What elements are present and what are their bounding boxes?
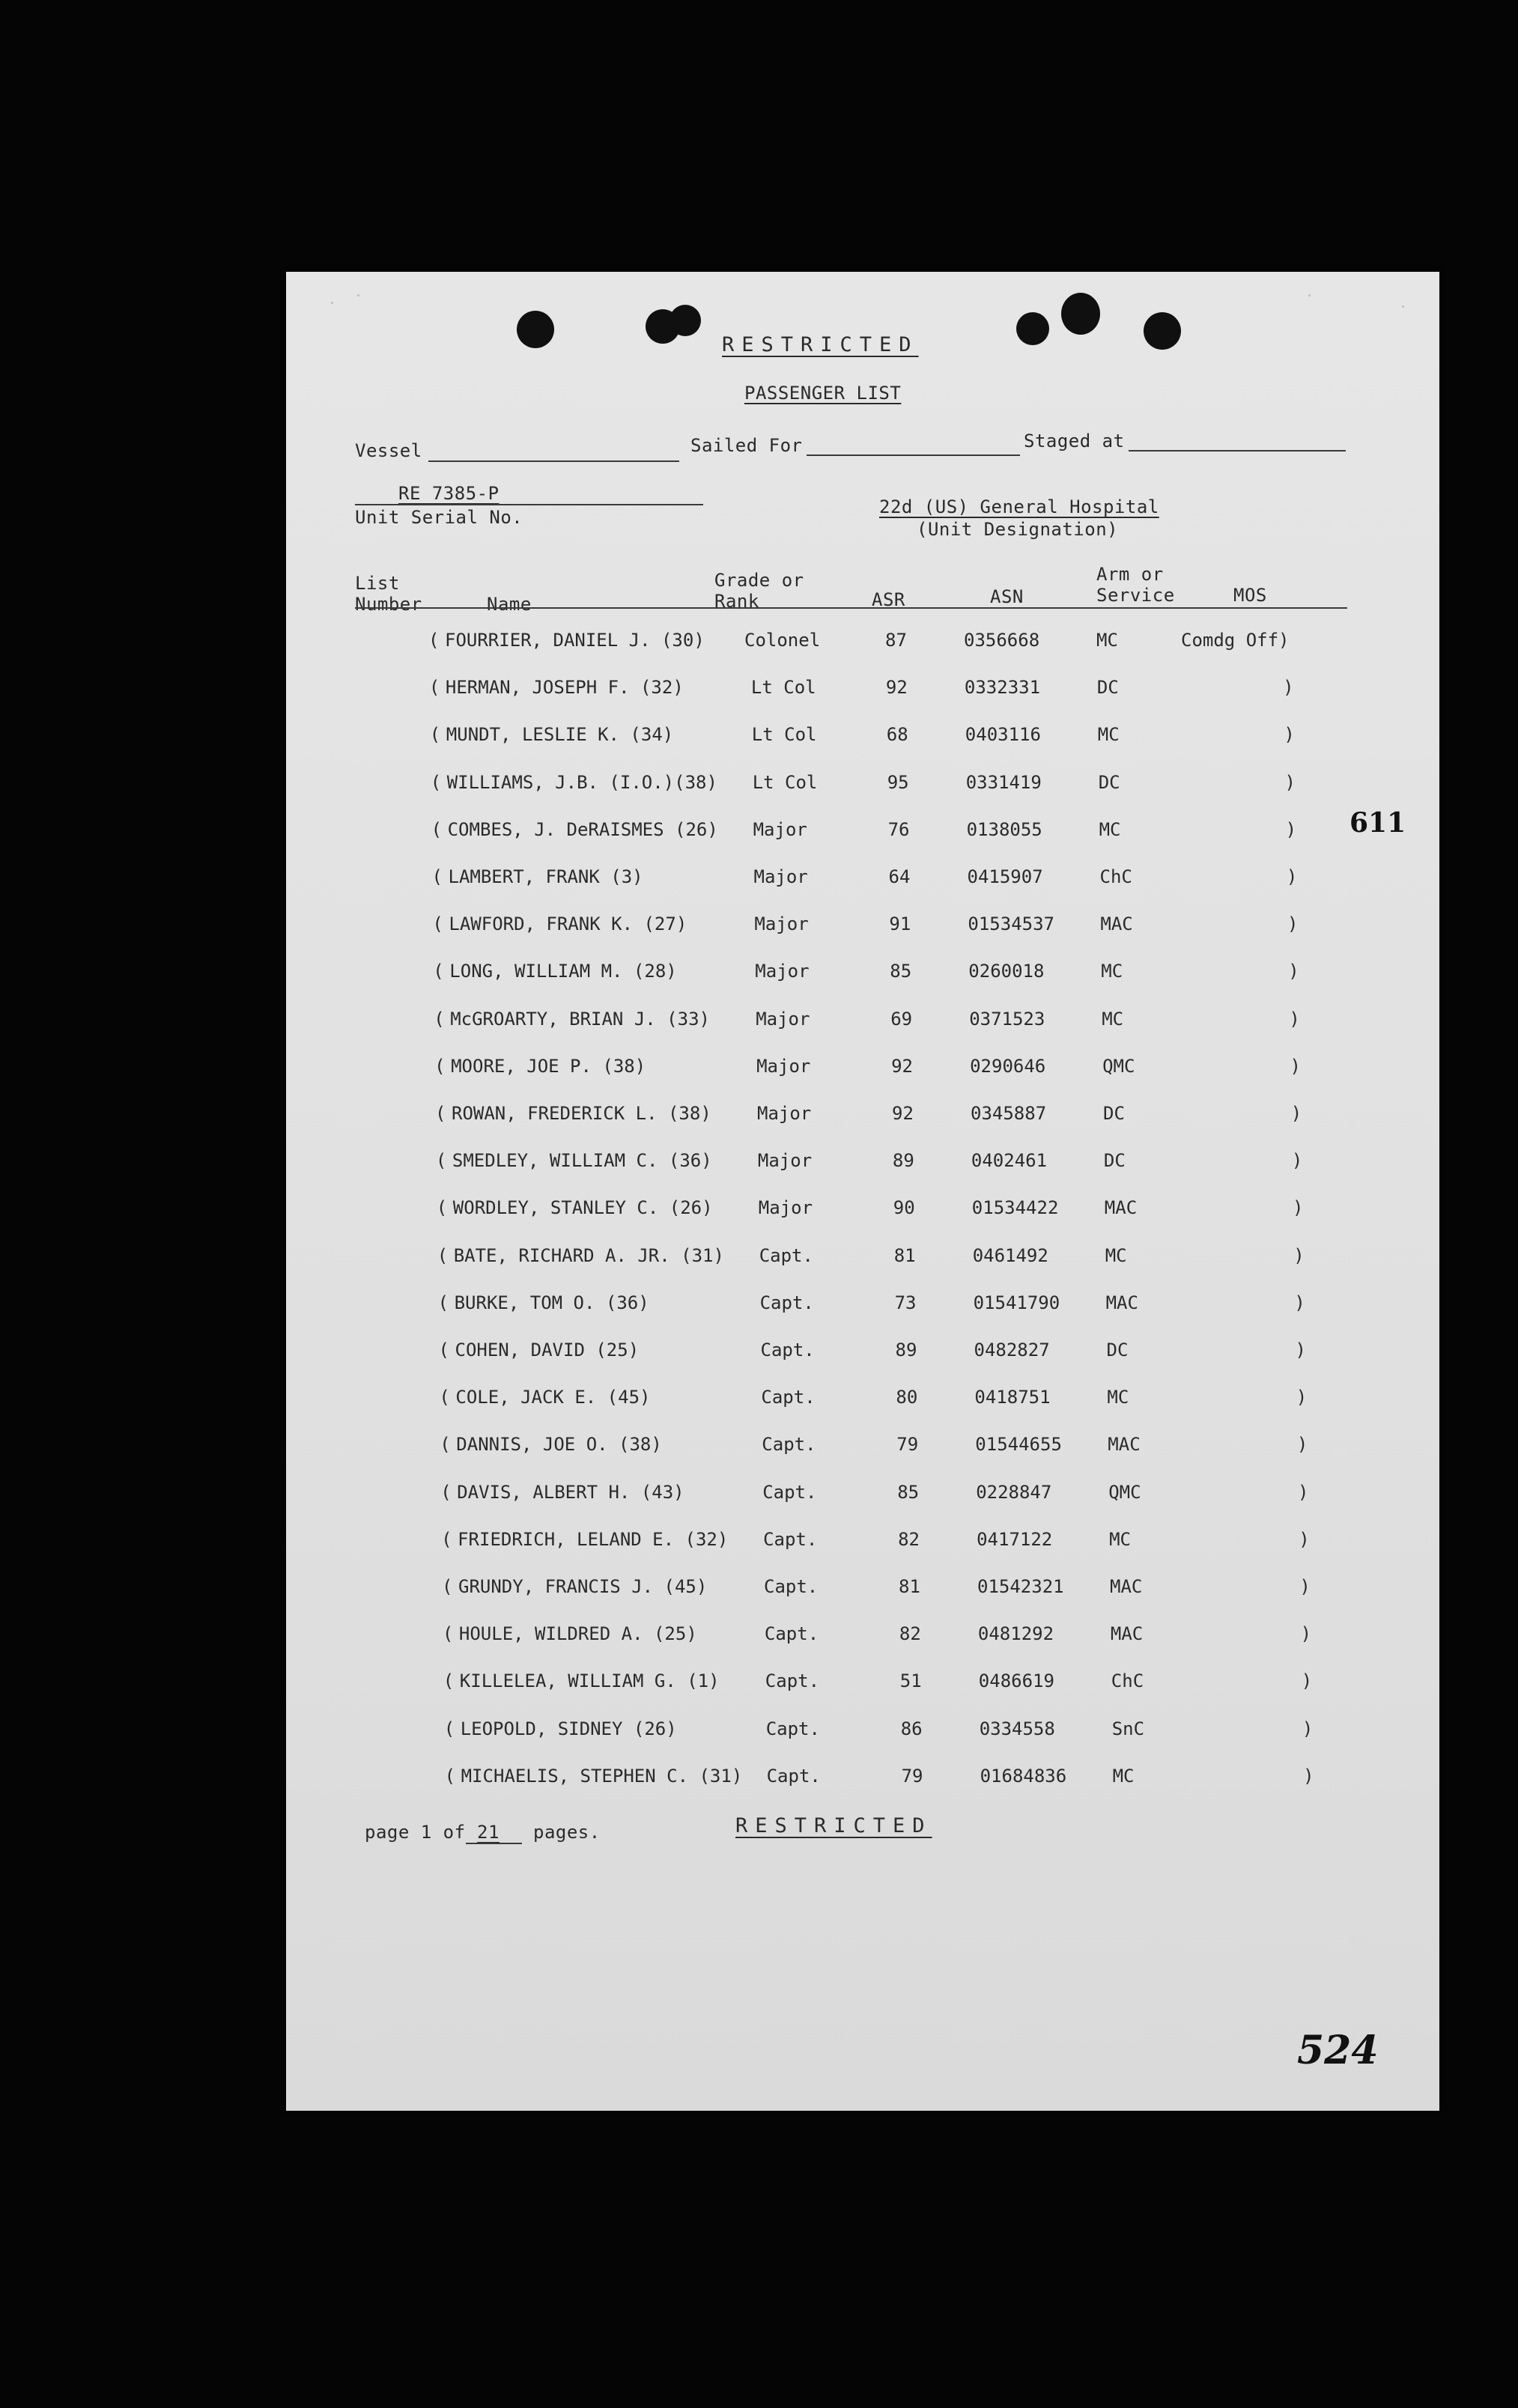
cell-arm: DC	[1106, 1340, 1129, 1360]
cell-mos: )	[1293, 1197, 1304, 1219]
cell-mos: )	[1287, 913, 1299, 935]
cell-mos: )	[1299, 1576, 1311, 1597]
cell-mos: )	[1296, 1434, 1308, 1456]
cell-arm: QMC	[1102, 1055, 1135, 1077]
cell-arm: SnC	[1111, 1718, 1145, 1739]
col-name: Name	[487, 594, 532, 615]
cell-rank: Capt.	[763, 1528, 818, 1550]
cell-name: GRUNDY, FRANCIS J. (45)	[458, 1576, 708, 1597]
cell-asr: 91	[889, 913, 911, 935]
cell-mos: Comdg Off)	[1181, 630, 1290, 651]
sailed-for-label: Sailed For	[690, 435, 803, 456]
row-open-paren: (	[442, 1623, 454, 1645]
table-row	[286, 1056, 1439, 1086]
cell-asn: 01534537	[968, 913, 1054, 935]
cell-asr: 73	[894, 1292, 917, 1313]
speck	[331, 302, 333, 304]
cell-asr: 68	[886, 724, 908, 746]
cell-arm: MAC	[1104, 1197, 1138, 1219]
cell-mos: )	[1301, 1670, 1313, 1692]
footer-page-total: 21	[477, 1822, 500, 1843]
cell-rank: Lt Col	[750, 677, 816, 699]
cell-arm: ChC	[1099, 866, 1132, 887]
cell-rank: Colonel	[744, 630, 821, 651]
cell-mos: )	[1293, 1244, 1305, 1266]
row-open-paren: (	[431, 866, 443, 887]
cell-rank: Capt.	[759, 1292, 814, 1313]
cell-asr: 92	[891, 1055, 913, 1077]
table-row	[286, 1150, 1439, 1180]
classification-top: RESTRICTED	[722, 333, 919, 356]
row-open-paren: (	[442, 1576, 453, 1597]
cell-arm: MC	[1099, 818, 1121, 840]
cell-asn: 0260018	[968, 961, 1045, 982]
cell-name: MICHAELIS, STEPHEN C. (31)	[461, 1765, 743, 1787]
cell-mos: )	[1290, 1055, 1301, 1077]
cell-name: LONG, WILLIAM M. (28)	[449, 961, 677, 982]
col-grade-2: Rank	[714, 591, 759, 612]
cell-arm: MAC	[1108, 1434, 1141, 1456]
cell-rank: Major	[756, 1008, 810, 1030]
table-row	[286, 1623, 1439, 1653]
cell-rank: Major	[753, 818, 807, 840]
cell-asn: 0332331	[964, 677, 1041, 699]
unit-designation-value: 22d (US) General Hospital	[879, 496, 1159, 517]
cell-name: ROWAN, FREDERICK L. (38)	[452, 1103, 711, 1124]
cell-arm: MAC	[1110, 1623, 1144, 1645]
cell-asr: 87	[885, 630, 907, 651]
col-mos: MOS	[1233, 585, 1267, 606]
cell-mos: )	[1288, 961, 1299, 982]
speck	[1402, 305, 1404, 308]
cell-name: SMEDLEY, WILLIAM C. (36)	[452, 1150, 712, 1172]
handwritten-number: 524	[1297, 2028, 1379, 2073]
cell-asn: 0481292	[977, 1623, 1054, 1645]
sailed-for-line	[807, 454, 1020, 456]
cell-asn: 0482827	[974, 1340, 1050, 1360]
table-row	[286, 1718, 1439, 1748]
cell-name: COHEN, DAVID (25)	[455, 1340, 640, 1360]
cell-name: COLE, JACK E. (45)	[455, 1387, 651, 1408]
table-row	[286, 630, 1439, 660]
cell-asr: 82	[898, 1528, 920, 1550]
table-row	[286, 913, 1439, 943]
cell-mos: )	[1283, 677, 1294, 699]
cell-name: DANNIS, JOE O. (38)	[456, 1434, 662, 1456]
footer-page-prefix: page 1 of	[365, 1822, 466, 1843]
cell-arm: DC	[1096, 677, 1119, 699]
cell-asn: 01542321	[977, 1576, 1064, 1597]
table-row	[286, 1434, 1439, 1464]
cell-asr: 64	[888, 866, 911, 887]
cell-arm: QMC	[1108, 1481, 1141, 1503]
cell-asr: 90	[893, 1197, 915, 1219]
cell-rank: Capt.	[766, 1765, 821, 1787]
cell-rank: Capt.	[764, 1623, 819, 1645]
table-row	[286, 1482, 1439, 1512]
unit-serial-value: RE 7385-P	[398, 483, 500, 504]
cell-name: WILLIAMS, J.B. (I.O.)(38)	[446, 771, 717, 793]
cell-mos: )	[1289, 1008, 1300, 1030]
table-row	[286, 1292, 1439, 1322]
row-open-paren: (	[433, 961, 444, 982]
cell-rank: Major	[757, 1103, 812, 1124]
row-open-paren: (	[431, 818, 443, 840]
cell-rank: Capt.	[759, 1244, 813, 1266]
row-open-paren: (	[436, 1197, 448, 1219]
cell-mos: )	[1284, 724, 1295, 746]
cell-asn: 01534422	[971, 1197, 1059, 1219]
cell-arm: DC	[1103, 1150, 1126, 1172]
cell-mos: )	[1295, 1340, 1306, 1360]
col-grade-1: Grade or	[714, 570, 804, 591]
cell-rank: Capt.	[764, 1576, 819, 1597]
table-row	[286, 724, 1439, 754]
page-title: PASSENGER LIST	[744, 383, 902, 404]
cell-name: LEOPOLD, SIDNEY (26)	[460, 1718, 677, 1739]
cell-name: LAWFORD, FRANK K. (27)	[449, 913, 687, 935]
table-row	[286, 1245, 1439, 1275]
row-open-paren: (	[440, 1434, 451, 1456]
unit-designation-label: (Unit Designation)	[917, 519, 1119, 540]
cell-name: MOORE, JOE P. (38)	[451, 1055, 646, 1077]
col-list-number-2: Number	[355, 594, 422, 615]
cell-arm: ChC	[1111, 1670, 1144, 1692]
cell-rank: Capt.	[762, 1481, 817, 1503]
cell-asr: 81	[899, 1576, 920, 1597]
cell-mos: )	[1290, 1103, 1302, 1124]
row-open-paren: (	[437, 1244, 449, 1266]
table-row	[286, 772, 1439, 802]
cell-mos: )	[1285, 818, 1297, 840]
table-row	[286, 1670, 1439, 1700]
cell-rank: Major	[754, 913, 809, 935]
cell-arm: MC	[1101, 961, 1123, 982]
cell-mos: )	[1291, 1150, 1303, 1172]
cell-asn: 0290646	[970, 1055, 1046, 1077]
cell-rank: Major	[758, 1197, 813, 1219]
cell-asr: 95	[887, 771, 909, 793]
cell-name: WORDLEY, STANLEY C. (26)	[452, 1197, 713, 1219]
cell-asr: 92	[892, 1103, 914, 1124]
cell-arm: MAC	[1110, 1576, 1143, 1597]
cell-asn: 0486619	[978, 1670, 1054, 1692]
row-open-paren: (	[443, 1718, 455, 1739]
unit-serial-label: Unit Serial No.	[355, 507, 523, 528]
cell-arm: MC	[1109, 1528, 1131, 1550]
cell-asn: 0403116	[965, 724, 1041, 746]
cell-rank: Capt.	[760, 1340, 815, 1360]
speck	[1308, 294, 1311, 297]
cell-rank: Major	[756, 1055, 811, 1077]
cell-asr: 76	[887, 818, 910, 840]
cell-rank: Capt.	[765, 1670, 820, 1692]
document-page	[286, 272, 1439, 2111]
cell-name: DAVIS, ALBERT H. (43)	[457, 1481, 684, 1503]
table-row	[286, 1340, 1439, 1369]
table-row	[286, 1103, 1439, 1133]
cell-mos: )	[1296, 1387, 1308, 1408]
punch-hole	[517, 311, 554, 348]
row-open-paren: (	[441, 1528, 452, 1550]
punch-hole	[1016, 312, 1049, 345]
cell-asr: 79	[901, 1765, 923, 1787]
cell-asr: 80	[896, 1387, 918, 1408]
cell-arm: MC	[1097, 724, 1120, 746]
cell-rank: Capt.	[761, 1387, 816, 1408]
cell-arm: MC	[1102, 1008, 1124, 1030]
cell-asr: 89	[892, 1150, 914, 1172]
footer-page-line	[466, 1843, 522, 1844]
cell-asr: 81	[893, 1244, 916, 1266]
unit-serial-line	[355, 504, 703, 505]
row-open-paren: (	[439, 1387, 450, 1408]
cell-asr: 89	[895, 1340, 917, 1360]
row-open-paren: (	[434, 1008, 445, 1030]
col-asr: ASR	[872, 589, 905, 610]
table-row	[286, 1197, 1439, 1227]
cell-arm: MC	[1105, 1244, 1127, 1266]
col-list-number-1: List	[355, 573, 400, 594]
table-row	[286, 819, 1439, 849]
speck	[357, 294, 359, 297]
cell-asn: 0356668	[964, 630, 1040, 651]
table-row	[286, 1576, 1439, 1606]
cell-mos: )	[1284, 771, 1296, 793]
cell-asn: 0371523	[969, 1008, 1045, 1030]
cell-asr: 85	[890, 961, 912, 982]
cell-rank: Major	[753, 866, 808, 887]
cell-asr: 86	[900, 1718, 923, 1739]
cell-name: KILLELEA, WILLIAM G. (1)	[459, 1670, 720, 1692]
cell-name: HERMAN, JOSEPH F. (32)	[445, 677, 684, 699]
header-rule	[355, 607, 1347, 609]
col-arm-2: Service	[1096, 585, 1175, 606]
cell-arm: MC	[1112, 1765, 1135, 1787]
row-open-paren: (	[444, 1765, 456, 1787]
cell-rank: Lt Col	[752, 771, 818, 793]
cell-asn: 0402461	[971, 1150, 1048, 1172]
cell-mos: )	[1294, 1292, 1305, 1313]
cell-name: FOURRIER, DANIEL J. (30)	[445, 630, 705, 651]
cell-arm: DC	[1103, 1103, 1125, 1124]
cell-mos: )	[1298, 1481, 1309, 1503]
row-open-paren: (	[434, 1055, 446, 1077]
cell-asr: 82	[899, 1623, 921, 1645]
cell-asn: 0345887	[971, 1103, 1047, 1124]
row-open-paren: (	[435, 1150, 447, 1172]
punch-hole	[1061, 293, 1100, 335]
cell-rank: Capt.	[765, 1718, 820, 1739]
cell-arm: MC	[1107, 1387, 1129, 1408]
cell-asr: 85	[897, 1481, 920, 1503]
row-open-paren: (	[430, 771, 442, 793]
cell-asn: 01541790	[973, 1292, 1060, 1313]
cell-asn: 01544655	[975, 1434, 1062, 1456]
table-row	[286, 1009, 1439, 1039]
row-open-paren: (	[440, 1481, 452, 1503]
cell-name: COMBES, J. DeRAISMES (26)	[447, 818, 718, 840]
cell-asr: 51	[899, 1670, 922, 1692]
cell-mos: )	[1300, 1623, 1312, 1645]
cell-rank: Major	[755, 961, 810, 982]
cell-arm: MAC	[1100, 913, 1133, 935]
punch-hole	[670, 305, 701, 336]
cell-name: FRIEDRICH, LELAND E. (32)	[458, 1528, 729, 1550]
row-open-paren: (	[432, 913, 443, 935]
margin-stamp: 611	[1349, 807, 1406, 839]
cell-name: McGROARTY, BRIAN J. (33)	[450, 1008, 710, 1030]
table-row	[286, 1766, 1439, 1796]
cell-mos: )	[1302, 1718, 1314, 1739]
cell-asn: 0334558	[979, 1718, 1055, 1739]
punch-hole	[1144, 312, 1181, 350]
cell-asn: 01684836	[980, 1765, 1067, 1787]
cell-rank: Lt Col	[751, 724, 817, 746]
cell-arm: MAC	[1105, 1292, 1138, 1313]
cell-name: LAMBERT, FRANK (3)	[448, 866, 643, 887]
vessel-label: Vessel	[355, 440, 422, 461]
cell-asn: 0331419	[965, 771, 1042, 793]
vessel-line	[428, 460, 679, 462]
row-open-paren: (	[438, 1340, 449, 1360]
cell-asn: 0418751	[974, 1387, 1051, 1408]
staged-at-line	[1129, 450, 1346, 452]
table-row	[286, 961, 1439, 991]
row-open-paren: (	[428, 677, 440, 699]
cell-asn: 0228847	[976, 1481, 1052, 1503]
cell-asr: 69	[890, 1008, 913, 1030]
cell-name: MUNDT, LESLIE K. (34)	[446, 724, 674, 746]
cell-asr: 92	[885, 677, 908, 699]
row-open-paren: (	[428, 630, 440, 651]
cell-asn: 0138055	[966, 818, 1042, 840]
cell-rank: Capt.	[762, 1434, 816, 1456]
table-row	[286, 1529, 1439, 1559]
cell-name: BURKE, TOM O. (36)	[454, 1292, 649, 1313]
row-open-paren: (	[437, 1292, 449, 1313]
col-arm-1: Arm or	[1096, 564, 1164, 585]
cell-asr: 79	[896, 1434, 919, 1456]
table-row	[286, 1387, 1439, 1417]
cell-arm: DC	[1098, 771, 1120, 793]
row-open-paren: (	[435, 1103, 446, 1124]
staged-at-label: Staged at	[1024, 431, 1125, 452]
cell-rank: Major	[757, 1150, 813, 1172]
cell-mos: )	[1299, 1528, 1310, 1550]
table-row	[286, 866, 1439, 896]
row-open-paren: (	[443, 1670, 455, 1692]
cell-asn: 0415907	[967, 866, 1043, 887]
cell-name: BATE, RICHARD A. JR. (31)	[453, 1244, 724, 1266]
cell-asn: 0461492	[972, 1244, 1048, 1266]
footer-page-suffix: pages.	[533, 1822, 601, 1843]
cell-asn: 0417122	[977, 1528, 1053, 1550]
table-row	[286, 677, 1439, 707]
row-open-paren: (	[429, 724, 441, 746]
cell-mos: )	[1303, 1765, 1314, 1787]
cell-name: HOULE, WILDRED A. (25)	[458, 1623, 697, 1645]
cell-mos: )	[1286, 866, 1298, 887]
classification-bottom: RESTRICTED	[735, 1814, 932, 1837]
col-asn: ASN	[990, 586, 1024, 607]
cell-arm: MC	[1096, 630, 1118, 651]
